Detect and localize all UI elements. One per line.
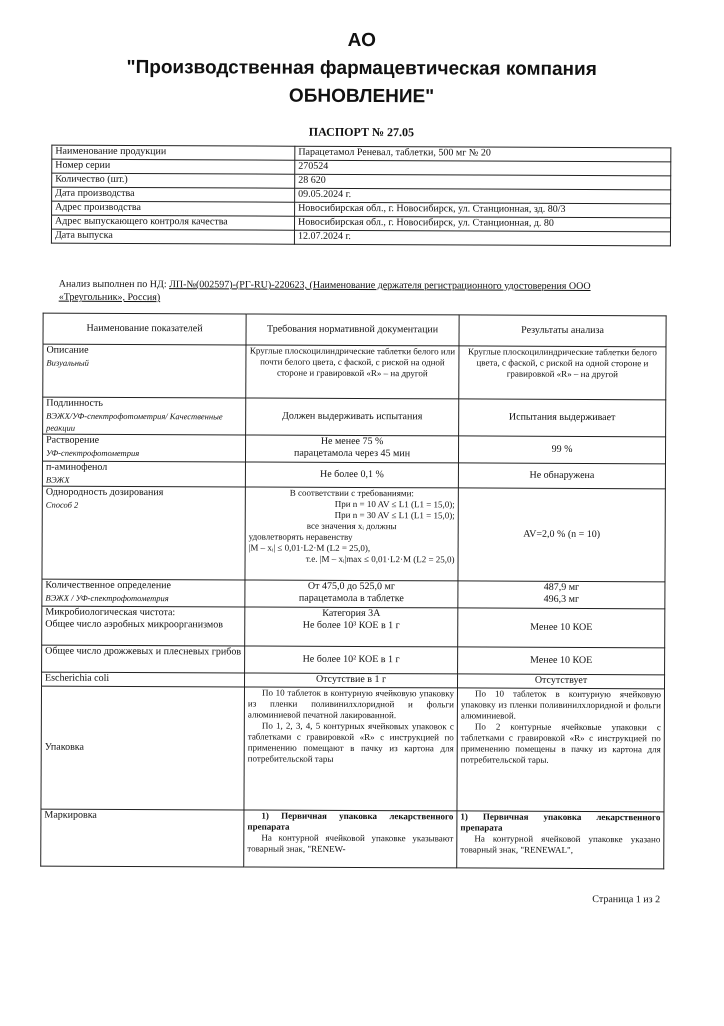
requirement-line: парацетамола через 45 мин: [293, 447, 411, 460]
requirement-cell: [244, 810, 457, 868]
table-row: [42, 579, 665, 609]
indicator-name: Растворение: [46, 434, 100, 446]
indicator-name: п-аминофенол: [45, 461, 108, 473]
indicator-name: Подлинность: [46, 397, 103, 409]
company-name-line1: "Производственная фармацевтическая компания: [126, 56, 597, 81]
requirement-cell: Круглые плоскоцилиндрические таблетки белого или почти белого цвета, с фаской, с риской на одной стороне и гравировкой «R» – на другой: [246, 345, 459, 399]
requirement-line: все значения xᵢ должны: [306, 520, 397, 532]
indicator-name: Однородность дозирования: [45, 486, 164, 499]
result-cell: [457, 811, 664, 869]
requirement-cell: [245, 580, 458, 608]
page-number: Страница 1 из 2: [592, 894, 661, 906]
requirement-cell: [245, 435, 458, 463]
indicator-name: Маркировка: [41, 809, 244, 867]
method-name: ВЭЖХ/УФ-спектрофотометрия/ Качественные реакции: [46, 410, 223, 433]
indicator-cell: [42, 434, 245, 462]
table-row: [43, 397, 666, 437]
qc-address-value: Новосибирская обл., г. Новосибирск, ул. Станционная, д. 80: [294, 216, 670, 232]
company-name-line2: ОБНОВЛЕНИЕ": [288, 85, 435, 108]
method-name: ВЭЖХ / УФ-спектрофотометрия: [45, 592, 169, 604]
result-cell: 99 %: [458, 436, 665, 464]
header-indicator: Наименование показателей: [43, 313, 246, 345]
product-name-value: Парацетамол Реневал, таблетки, 500 мг № 20: [295, 146, 671, 162]
requirement-heading: 1) Первичная упаковка лекарственного препарата: [247, 810, 454, 832]
method-name: ВЭЖХ: [45, 474, 70, 485]
requirement-line: |M – xᵢ| ≤ 0,01·L2·M (L2 = 25,0),: [248, 542, 371, 554]
indicator-name: Описание: [46, 344, 89, 356]
result-paragraph: По 2 контурные ячейковые упаковки с таблетками с гравировкой «R» с инструкцией по применению помещены в пачку из картона для потребительской тары.: [460, 721, 661, 765]
label-cell: Дата выпуска: [51, 229, 294, 244]
indicator-cell: [43, 397, 246, 435]
table-row: [42, 645, 665, 675]
table-row: [42, 461, 665, 489]
header-results: Результаты анализа: [459, 315, 666, 347]
indicator-cell: [42, 606, 245, 646]
table-row: [42, 434, 665, 464]
requirement-cell: Должен выдерживать испытания: [246, 398, 459, 436]
requirement-cell: [245, 607, 458, 647]
requirement-line: парацетамола в таблетке: [298, 592, 404, 605]
indicator-cell: [42, 486, 245, 580]
result-cell: Не обнаружена: [458, 463, 665, 489]
table-row: [41, 809, 664, 869]
indicator-name: Микробиологическая чистота:: [45, 606, 176, 619]
requirement-line: От 475,0 до 525,0 мг: [307, 580, 396, 593]
indicator-name: Упаковка: [41, 686, 245, 810]
label-cell: Количество (шт.): [52, 173, 295, 188]
table-row: [42, 486, 665, 582]
indicator-cell: [43, 344, 246, 398]
requirement-cell: Не более 0,1 %: [245, 462, 458, 488]
indicator-subname: Общее число аэробных микроорганизмов: [45, 618, 224, 631]
table-row: [43, 344, 666, 400]
label-cell: Адрес производства: [52, 201, 295, 216]
specification-table: [40, 313, 666, 870]
header-requirements: Требования нормативной документации: [246, 314, 459, 346]
requirement-cell: [244, 687, 458, 811]
production-date-value: 09.05.2024 г.: [295, 188, 671, 204]
quantity-value: 28 620: [295, 174, 671, 190]
result-heading: 1) Первичная упаковка лекарственного препарата: [460, 811, 661, 833]
requirement-line: Не более 10³ КОЕ в 1 г: [302, 619, 400, 632]
result-cell: Менее 10 КОЕ: [458, 647, 665, 675]
series-value: 270524: [295, 160, 671, 176]
table-row: [41, 686, 665, 812]
result-cell: AV=2,0 % (n = 10): [458, 488, 665, 582]
label-cell: Адрес выпускающего контроля качества: [51, 215, 294, 230]
method-name: УФ-спектрофотометрия: [46, 447, 140, 459]
result-cell: Круглые плоскоцилиндрические таблетки белого цвета, с фаской, с риской на одной стороне и гравировкой «R» – на другой: [459, 346, 666, 400]
label-cell: Наименование продукции: [52, 145, 295, 160]
analysis-nd: ЛП-№(002597)-(РГ-RU)-220623, (Наименование держателя регистрационного удостоверения ООО «Треугольник», Россия): [58, 279, 591, 304]
requirement-line: Категория 3А: [322, 607, 381, 620]
requirement-paragraph: По 1, 2, 3, 4, 5 контурных ячейковых упаковок с таблетками с гравировкой «R» с инструкцией по применению помещают в пачку из картона для потребительской тары: [247, 720, 454, 764]
requirement-line: удовлетворять неравенству: [248, 531, 353, 542]
requirement-line: При n = 30 AV ≤ L1 (L1 = 15,0);: [334, 509, 455, 521]
label-cell: Номер серии: [52, 159, 295, 174]
result-line: 487,9 мг: [543, 581, 580, 593]
passport-number: ПАСПОРТ № 27.05: [308, 124, 415, 140]
method-name: Способ 2: [45, 499, 79, 510]
method-name: Визуальный: [46, 357, 89, 368]
result-cell: Испытания выдерживает: [459, 399, 666, 437]
result-cell: [457, 688, 665, 812]
requirement-line: В соответствии с требованиями:: [289, 487, 414, 499]
requirement-paragraph: На контурной ячейковой упаковке указывают товарный знак, "RENEW-: [247, 832, 454, 854]
requirement-line: При n = 10 AV ≤ L1 (L1 = 15,0);: [334, 498, 455, 510]
result-line: 496,3 мг: [543, 593, 580, 605]
label-cell: Дата производства: [52, 187, 295, 202]
result-cell: Менее 10 КОЕ: [458, 608, 665, 648]
requirement-paragraph: По 10 таблеток в контурную ячейковую упаковку из пленки поливинилхлоридной и фольги алюминиевой печатной лакированной.: [247, 687, 454, 721]
table-row: [42, 606, 665, 648]
indicator-name: Количественное определение: [45, 579, 171, 592]
product-info-table: [51, 145, 671, 247]
result-cell: [458, 581, 665, 609]
indicator-name: Escherichia coli: [42, 672, 245, 687]
release-date-value: 12.07.2024 г.: [294, 230, 670, 246]
production-address-value: Новосибирская обл., г. Новосибирск, ул. Станционная, зд. 80/3: [295, 202, 671, 218]
requirement-cell: [245, 487, 458, 581]
table-header-row: [43, 313, 666, 347]
result-paragraph: На контурной ячейковой упаковке указано товарный знак, "RENEWAL",: [460, 833, 661, 855]
indicator-cell: [42, 579, 245, 607]
indicator-cell: [42, 461, 245, 487]
result-paragraph: По 10 таблеток в контурную ячейковую упаковку из пленки поливинилхлоридной и фольги алюминиевой.: [460, 688, 661, 721]
analysis-prefix: Анализ выполнен по НД:: [58, 278, 170, 291]
requirement-line: т.е. |M – xᵢ|max ≤ 0,01·L2·M (L2 = 25,0): [305, 553, 455, 565]
analysis-note: [59, 278, 659, 307]
requirement-line: Не менее 75 %: [320, 435, 384, 448]
requirement-cell: Не более 10² КОЕ в 1 г: [245, 646, 458, 674]
indicator-name: Общее число дрожжевых и плесневых грибов: [42, 645, 245, 673]
table-row: [51, 229, 670, 246]
requirement-cell: Отсутствие в 1 г: [245, 673, 458, 688]
result-cell: Отсутствует: [457, 674, 664, 689]
company-form: АО: [347, 29, 376, 52]
